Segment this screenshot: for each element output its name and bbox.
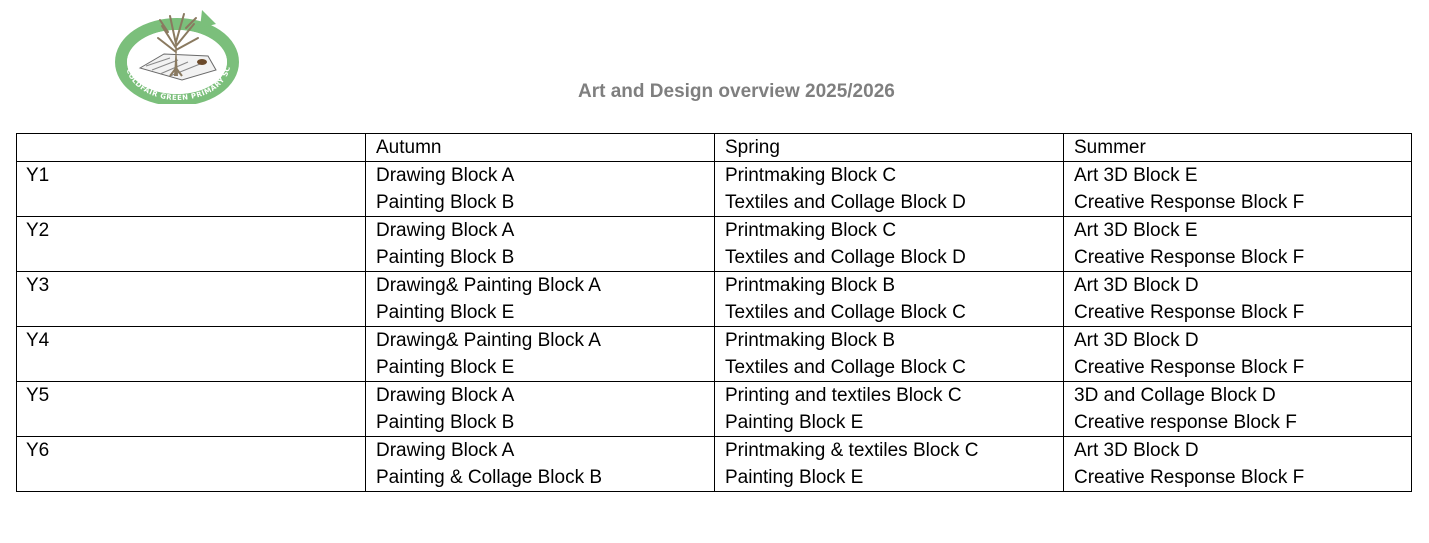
autumn-cell: [366, 327, 715, 382]
summer-unit: Creative Response Block F: [1074, 302, 1305, 323]
autumn-unit: Painting & Collage Block B: [376, 467, 603, 488]
spring-cell: [715, 272, 1064, 327]
autumn-unit: Painting Block E: [376, 302, 515, 323]
summer-unit: 3D and Collage Block D: [1074, 385, 1276, 406]
year-cell: [17, 327, 366, 382]
autumn-cell: [366, 272, 715, 327]
autumn-cell: [366, 382, 715, 437]
spring-cell: [715, 162, 1064, 217]
spring-unit: Printmaking Block C: [725, 165, 897, 186]
summer-cell: [1064, 327, 1412, 382]
spring-cell: [715, 217, 1064, 272]
header-cell-blank: [17, 134, 366, 162]
summer-unit: Art 3D Block D: [1074, 275, 1199, 296]
year-cell: [17, 217, 366, 272]
summer-unit: Art 3D Block D: [1074, 330, 1199, 351]
summer-unit: Art 3D Block D: [1074, 440, 1199, 461]
autumn-cell: [366, 162, 715, 217]
autumn-unit: Drawing& Painting Block A: [376, 330, 601, 351]
autumn-unit: Painting Block E: [376, 357, 515, 378]
spring-unit: Textiles and Collage Block D: [725, 192, 966, 213]
table-row: [17, 162, 1412, 217]
autumn-unit: Painting Block B: [376, 412, 515, 433]
autumn-unit: Drawing& Painting Block A: [376, 275, 601, 296]
spring-unit: Painting Block E: [725, 412, 864, 433]
summer-cell: [1064, 382, 1412, 437]
table-row: [17, 217, 1412, 272]
spring-unit: Printmaking Block C: [725, 220, 897, 241]
autumn-unit: Drawing Block A: [376, 385, 515, 406]
spring-unit: Textiles and Collage Block C: [725, 357, 966, 378]
summer-unit: Art 3D Block E: [1074, 220, 1198, 241]
spring-unit: Printing and textiles Block C: [725, 385, 962, 406]
logo-ring-text: COLDFAIR GREEN PRIMARY SC: [124, 65, 232, 103]
spring-unit: Textiles and Collage Block C: [725, 302, 966, 323]
summer-unit: Creative response Block F: [1074, 412, 1297, 433]
autumn-cell: [366, 437, 715, 492]
spring-cell: [715, 437, 1064, 492]
header-cell-summer: Summer: [1064, 134, 1412, 162]
summer-cell: [1064, 217, 1412, 272]
autumn-unit: Painting Block B: [376, 247, 515, 268]
year-cell: [17, 437, 366, 492]
summer-unit: Creative Response Block F: [1074, 467, 1305, 488]
table-header-row: [17, 134, 1412, 162]
spring-unit: Printmaking Block B: [725, 330, 896, 351]
summer-cell: [1064, 272, 1412, 327]
table-row: [17, 327, 1412, 382]
year-label: Y4: [26, 330, 50, 351]
summer-unit: Art 3D Block E: [1074, 165, 1198, 186]
summer-unit: Creative Response Block F: [1074, 357, 1305, 378]
table-row: [17, 382, 1412, 437]
year-label: Y6: [26, 440, 50, 461]
autumn-unit: Drawing Block A: [376, 220, 515, 241]
year-label: Y5: [26, 385, 50, 406]
table-row: [17, 437, 1412, 492]
header-cell-autumn: Autumn: [366, 134, 715, 162]
year-label: Y3: [26, 275, 50, 296]
summer-unit: Creative Response Block F: [1074, 247, 1305, 268]
autumn-unit: Painting Block B: [376, 192, 515, 213]
autumn-unit: Drawing Block A: [376, 440, 515, 461]
spring-unit: Painting Block E: [725, 467, 864, 488]
art-overview-table: [16, 133, 1412, 492]
header-cell-spring: Spring: [715, 134, 1064, 162]
summer-cell: [1064, 437, 1412, 492]
summer-cell: [1064, 162, 1412, 217]
year-label: Y2: [26, 220, 50, 241]
summer-unit: Creative Response Block F: [1074, 192, 1305, 213]
spring-cell: [715, 382, 1064, 437]
year-cell: [17, 382, 366, 437]
spring-unit: Textiles and Collage Block D: [725, 247, 966, 268]
autumn-cell: [366, 217, 715, 272]
spring-unit: Printmaking Block B: [725, 275, 896, 296]
year-cell: [17, 272, 366, 327]
spring-unit: Printmaking & textiles Block C: [725, 440, 979, 461]
spring-cell: [715, 327, 1064, 382]
page-title: Art and Design overview 2025/2026: [578, 81, 895, 102]
table-row: [17, 272, 1412, 327]
year-label: Y1: [26, 165, 50, 186]
autumn-unit: Drawing Block A: [376, 165, 515, 186]
year-cell: [17, 162, 366, 217]
